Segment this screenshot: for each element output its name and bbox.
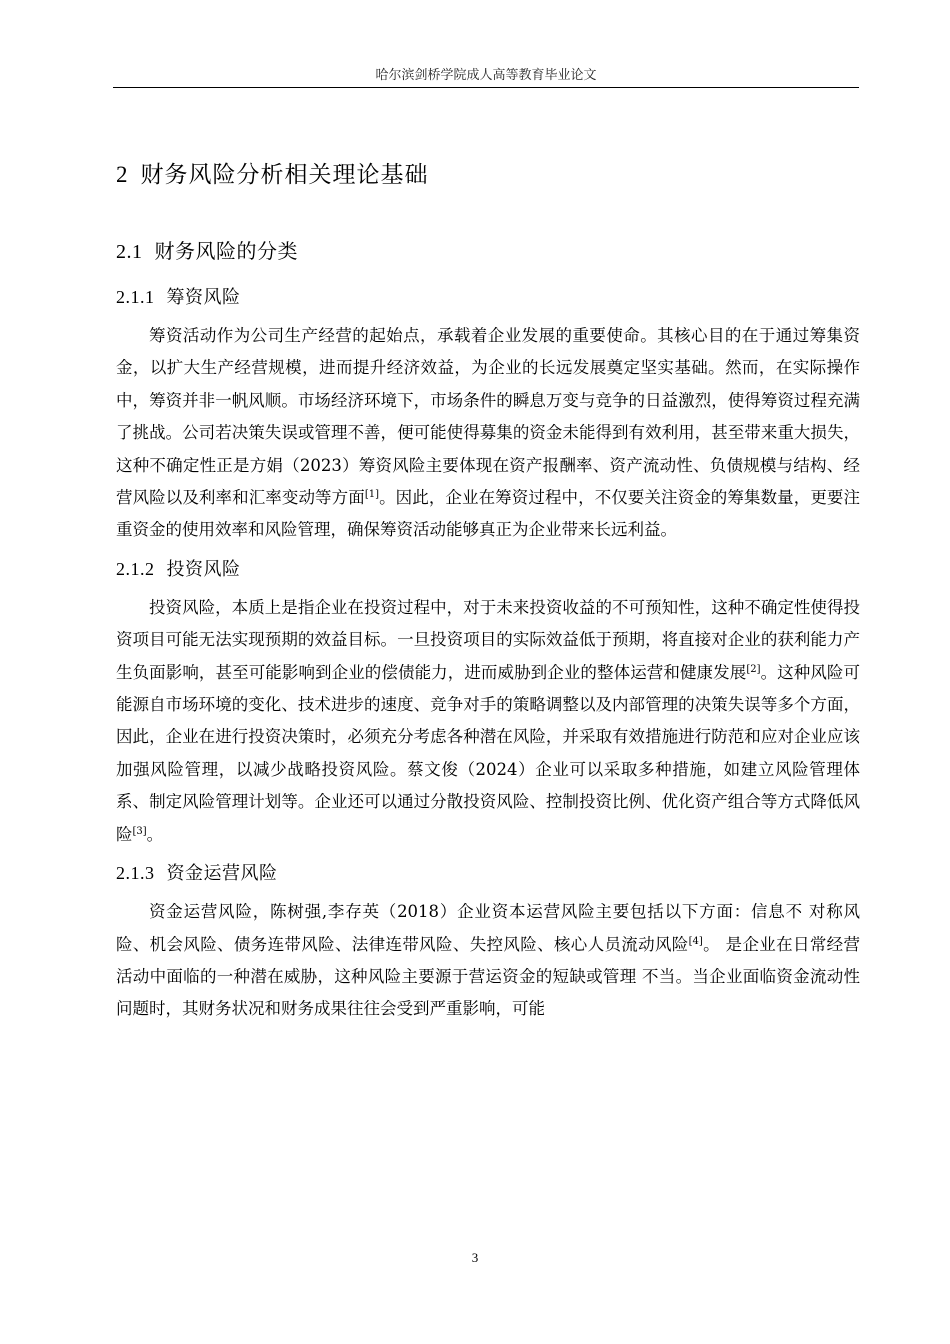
subsection-title: 资金运营风险 bbox=[166, 863, 278, 885]
section-heading bbox=[116, 228, 860, 275]
chapter-heading bbox=[116, 150, 860, 200]
page-body bbox=[116, 150, 860, 1026]
citation-ref: [2] bbox=[746, 663, 761, 675]
subsection-title: 投资风险 bbox=[166, 558, 241, 580]
header-rule bbox=[113, 87, 859, 88]
citation-ref: [3] bbox=[132, 825, 147, 837]
paragraph-text: 。 bbox=[146, 824, 164, 844]
subsection-heading-operating-risk bbox=[116, 851, 860, 896]
chapter-title: 财务风险分析相关理论基础 bbox=[140, 162, 429, 188]
citation-ref: [1] bbox=[364, 489, 379, 501]
page-number: 3 bbox=[471, 1250, 479, 1265]
paragraph-text: 。因此，企业在筹资过程中，不仅要关注资金的筹集数量，更要注重资金的使用效率和风险管理，确保筹资活动能够真正为企业带来长远利益。 bbox=[116, 488, 861, 540]
subsection-number: 2.1.1 bbox=[116, 287, 155, 307]
subsection-heading-investment-risk bbox=[116, 547, 860, 592]
section-title: 财务风险的分类 bbox=[154, 239, 298, 263]
paragraph-operating-risk bbox=[116, 896, 860, 1026]
paragraph-text: 筹资活动作为公司生产经营的起始点，承载着企业发展的重要使命。其核心目的在于通过筹集资金，以扩大生产经营规模，进而提升经济效益，为企业的长远发展奠定坚实基础。然而，在实际操作中，筹资并非一帆风顺。市场经济环境下，市场条件的瞬息万变与竞争的日益激烈，使得筹资过程充满了挑战。公司若决策失误或管理不善，便可能使得募集的资金未能得到有效利用，甚至带来重大损失，这种不确定性正是方娟（2023）筹资风险主要体现在资产报酬率、资产流动性、负债规模与结构、经营风险以及利率和汇率变动等方面 bbox=[116, 326, 860, 508]
paragraph-financing-risk bbox=[116, 320, 860, 547]
paragraph-text: 资金运营风险，陈树强,李存英（2018）企业资本运营风险主要包括以下方面：信息不 对称风险、机会风险、债务连带风险、法律连带风险、失控风险、核心人员流动风险 bbox=[116, 902, 860, 954]
paragraph-text: 。 是企业在日常经营活动中面临的一种潜在威胁，这种风险主要源于营运资金的短缺或管理 不当。当企业面临资金流动性问题时，其财务状况和财务成果往往会受到严重影响，可能 bbox=[116, 934, 860, 1019]
section-number: 2.1 bbox=[116, 241, 143, 263]
running-header: 哈尔滨剑桥学院成人高等教育毕业论文 bbox=[375, 68, 597, 83]
paragraph-investment-risk bbox=[116, 592, 860, 851]
paragraph-text: 投资风险，本质上是指企业在投资过程中，对于未来投资收益的不可预知性，这种不确定性使得投资项目可能无法实现预期的效益目标。一旦投资项目的实际效益低于预期，将直接对企业的获利能力产生负面影响，甚至可能影响到企业的偿债能力，进而威胁到企业的整体运营和健康发展 bbox=[116, 597, 860, 682]
subsection-number: 2.1.2 bbox=[116, 558, 155, 579]
citation-ref: [4] bbox=[688, 935, 703, 947]
chapter-number: 2 bbox=[116, 162, 129, 187]
subsection-number: 2.1.3 bbox=[116, 863, 155, 884]
subsection-title: 筹资风险 bbox=[166, 287, 241, 308]
paragraph-text: 。这种风险可能源自市场环境的变化、技术进步的速度、竞争对手的策略调整以及内部管理的决策失误等多个方面，因此，企业在进行投资决策时，必须充分考虑各种潜在风险，并采取有效措施进行防范和应对企业应该加强风险管理，以减少战略投资风险。蔡文俊（2024）企业可以采取多种措施，如建立风险管理体系、制定风险管理计划等。企业还可以通过分散投资风险、控制投资比例、优化资产组合等方式降低风险 bbox=[116, 662, 861, 844]
subsection-heading-financing-risk bbox=[116, 275, 860, 320]
